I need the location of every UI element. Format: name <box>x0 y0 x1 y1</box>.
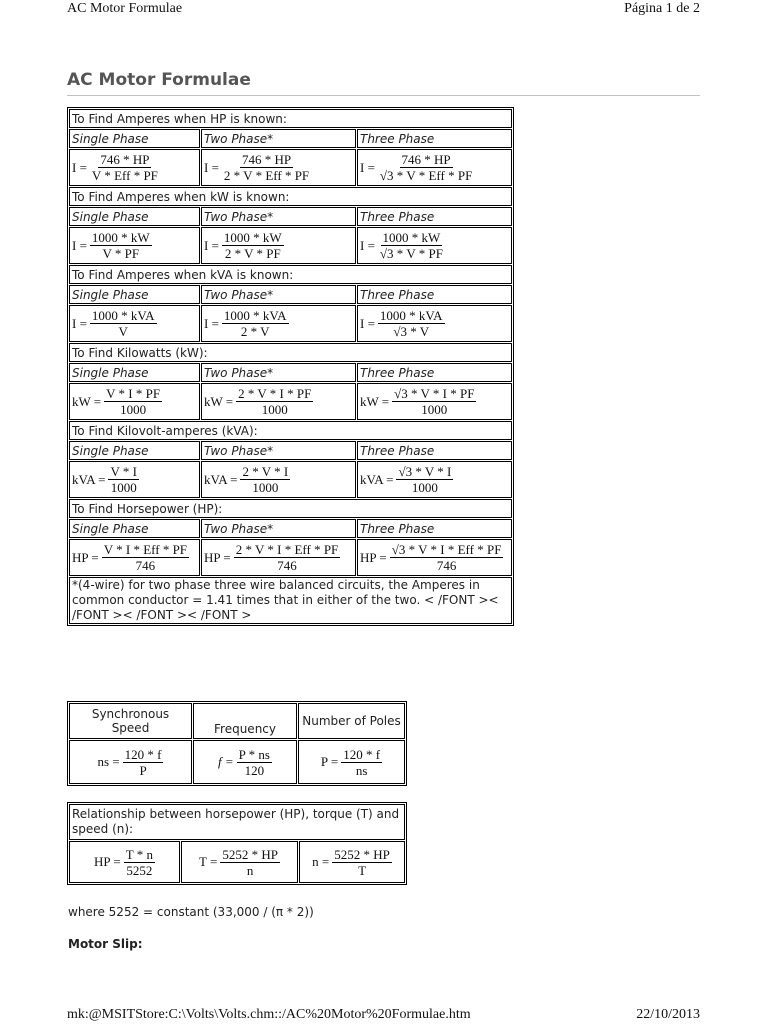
formula-cell: kVA = $\frac{2 * V * I}{1000}$ <box>201 461 356 498</box>
formula-cell: HP = √3 * V * I * Eff * PF 746 <box>357 539 512 576</box>
section-heading-kva: To Find Kilovolt-amperes (kVA): <box>69 421 512 440</box>
single-phase-label: Single Phase <box>69 207 200 226</box>
three-phase-label: Three Phase <box>357 285 512 304</box>
constant-note: where 5252 = constant (33,000 / (π * 2)) <box>68 905 314 919</box>
section-heading-kw: To Find Kilowatts (kW): <box>69 343 512 362</box>
three-phase-label: Three Phase <box>357 519 512 538</box>
page-footer-date: 22/10/2013 <box>636 1007 700 1022</box>
single-phase-label: Single Phase <box>69 441 200 460</box>
formula-cell: n = $\frac{5252 * HP}{T}$ <box>299 841 405 883</box>
motor-slip-heading: Motor Slip: <box>68 937 143 951</box>
two-phase-label: Two Phase* <box>201 285 356 304</box>
three-phase-label: Three Phase <box>357 129 512 148</box>
section-heading-amps-kw: To Find Amperes when kW is known: <box>69 187 512 206</box>
formula-cell: HP = $\frac{T * n}{5252}$ <box>69 841 180 883</box>
formula-cell: I = 1000 * kVA 2 * V <box>201 305 356 342</box>
three-phase-label: Three Phase <box>357 207 512 226</box>
number-of-poles-header: Number of Poles <box>298 703 405 739</box>
section-heading-amps-hp: To Find Amperes when HP is known: <box>69 109 512 128</box>
section-heading-amps-kva: To Find Amperes when kVA is known: <box>69 265 512 284</box>
three-phase-label: Three Phase <box>357 363 512 382</box>
page-number: Página 1 de 2 <box>624 1 700 16</box>
three-phase-label: Three Phase <box>357 441 512 460</box>
synchronous-speed-header: Synchronous Speed <box>69 703 192 739</box>
formula-cell: kVA = $\frac{V * I}{1000}$ <box>69 461 200 498</box>
formula-cell: I = 746 * HP √3 * V * Eff * PF <box>357 149 512 186</box>
formula-cell: I = $\frac{1000 * kW}{V * PF}$ <box>69 227 200 264</box>
frequency-header: Frequency <box>193 703 297 739</box>
section-heading-hp: To Find Horsepower (HP): <box>69 499 512 518</box>
formula-cell: I = 746 * HP V * Eff * PF <box>69 149 200 186</box>
two-phase-label: Two Phase* <box>201 519 356 538</box>
two-phase-label: Two Phase* <box>201 363 356 382</box>
formula-cell: ns = $\frac{120 * f}{P}$ <box>69 740 192 784</box>
single-phase-label: Single Phase <box>69 129 200 148</box>
formula-cell: T = $\frac{5252 * HP}{n}$ <box>181 841 298 883</box>
formula-cell: I = 746 * HP 2 * V * Eff * PF <box>201 149 356 186</box>
two-phase-label: Two Phase* <box>201 207 356 226</box>
formula-cell: P = $\frac{120 * f}{ns}$ <box>298 740 405 784</box>
single-phase-label: Single Phase <box>69 363 200 382</box>
formula-cell: I = $\frac{1000 * kW}{√3 * V * PF}$ <box>357 227 512 264</box>
formula-cell: kW = $\frac{2 * V * I * PF}{1000}$ <box>201 383 356 420</box>
single-phase-label: Single Phase <box>69 519 200 538</box>
two-phase-label: Two Phase* <box>201 129 356 148</box>
formula-cell: I = 1000 * kVA √3 * V <box>357 305 512 342</box>
formula-cell: I = 1000 * kVA V <box>69 305 200 342</box>
formula-cell: kVA = $\frac{√3 * V * I}{1000}$ <box>357 461 512 498</box>
formula-cell: HP = 2 * V * I * Eff * PF 746 <box>201 539 356 576</box>
speed-table <box>67 701 407 786</box>
formula-cell: I = $\frac{1000 * kW}{2 * V * PF}$ <box>201 227 356 264</box>
formula-cell: kW = $\frac{√3 * V * I * PF}{1000}$ <box>357 383 512 420</box>
two-phase-footnote: *(4-wire) for two phase three wire balanced circuits, the Amperes in common conductor = 1.41 times that in either of the two. < /FONT >< /FONT >< /FONT >< /FONT > <box>69 577 512 624</box>
page-title: AC Motor Formulae <box>67 70 700 96</box>
single-phase-label: Single Phase <box>69 285 200 304</box>
formula-cell: kW = $\frac{V * I * PF}{1000}$ <box>69 383 200 420</box>
torque-relationship-heading: Relationship between horsepower (HP), torque (T) and speed (n): <box>69 804 405 840</box>
formula-cell: f = $\frac{P * ns}{120}$ <box>193 740 297 784</box>
two-phase-label: Two Phase* <box>201 441 356 460</box>
page-footer-url: mk:@MSITStore:C:\Volts\Volts.chm::/AC%20Motor%20Formulae.htm <box>67 1007 471 1022</box>
formula-cell: HP = V * I * Eff * PF 746 <box>69 539 200 576</box>
formula-table <box>67 107 514 626</box>
torque-table <box>67 802 407 885</box>
page-header-title: AC Motor Formulae <box>67 1 183 16</box>
